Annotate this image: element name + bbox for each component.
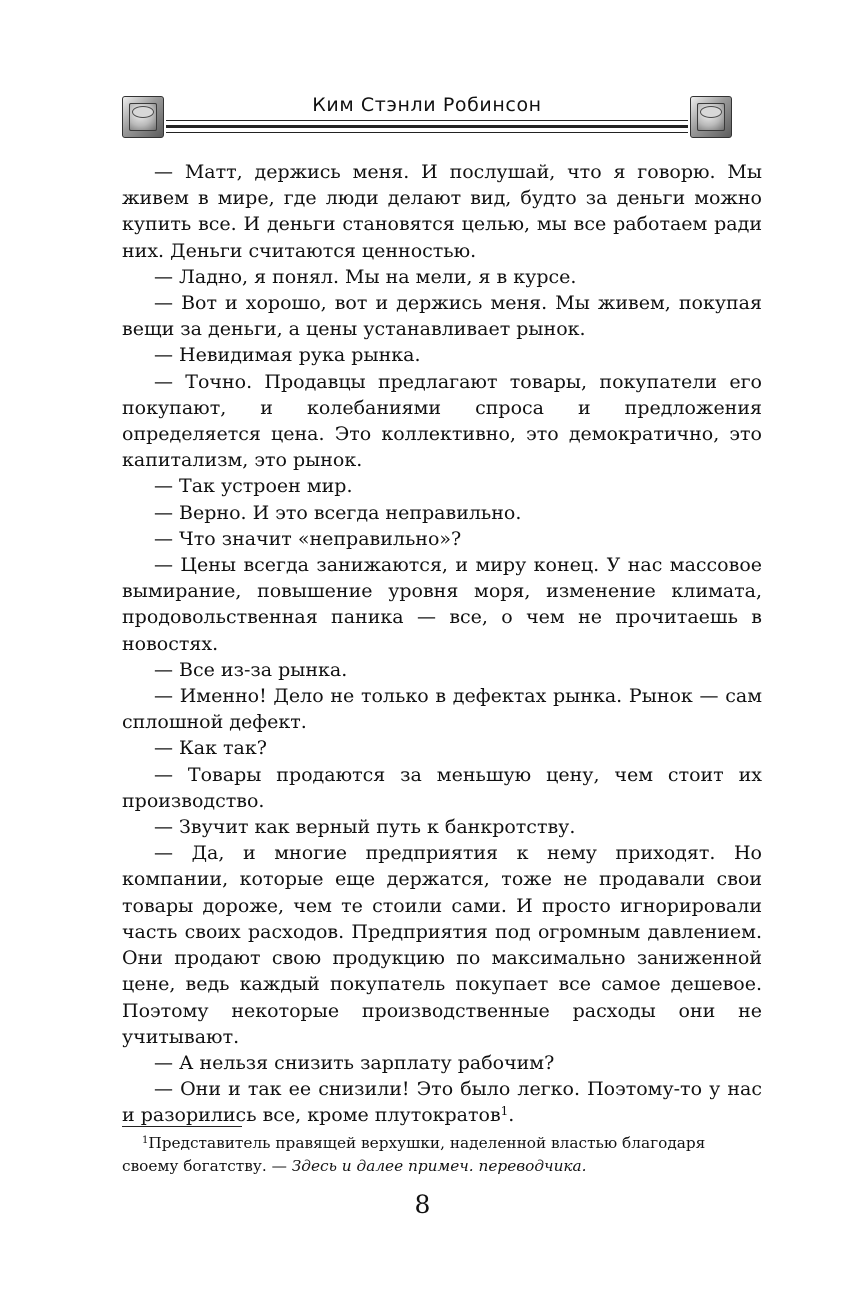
footnote <box>122 1132 762 1178</box>
paragraph: — Что значит «неправильно»? <box>154 527 462 550</box>
paragraph-end: . <box>508 1104 515 1127</box>
paragraph: — Верно. И это всегда неправильно. <box>154 501 522 524</box>
paragraph: — Все из-за рынка. <box>154 658 348 681</box>
header-rule <box>166 132 688 133</box>
page-number: 8 <box>414 1190 431 1219</box>
paragraph: — Ладно, я понял. Мы на мели, я в курсе. <box>154 265 577 288</box>
paragraph: — Цены всегда занижаются, и миру конец. У нас массовое вымирание, повышение уровня моря, изменение климата, продовольственная паника — все, о чем не прочитаешь в новостях. <box>122 554 762 655</box>
paragraph: — Именно! Дело не только в дефектах рынка. Рынок — сам сплошной дефект. <box>122 685 762 734</box>
paragraph: — Вот и хорошо, вот и держись меня. Мы живем, покупая вещи за деньги, а цены устанавливает рынок. <box>122 292 762 341</box>
header-rule <box>166 120 688 121</box>
paragraph: — А нельзя снизить зарплату рабочим? <box>154 1051 555 1074</box>
footnote-divider <box>122 1126 242 1127</box>
paragraph: — Товары продаются за меньшую цену, чем стоит их производство. <box>122 763 762 812</box>
paragraph-text: — Они и так ее снизили! Это было легко. Поэтому-то у нас и разорились все, кроме плутократов <box>122 1078 762 1127</box>
footnote-marker: 1 <box>142 1135 149 1146</box>
paragraph: — Невидимая рука рынка. <box>154 344 421 367</box>
emblem-right-icon <box>690 96 732 138</box>
paragraph: — Матт, держись меня. И послушай, что я говорю. Мы живем в мире, где люди делают вид, будто за деньги можно купить все. И деньги становятся целью, мы все работаем ради них. Деньги считаются ценностью. <box>122 161 762 262</box>
header-rule <box>166 125 688 128</box>
paragraph: — Так устроен мир. <box>154 475 353 498</box>
paragraph: — Точно. Продавцы предлагают товары, покупатели его покупают, и колебаниями спроса и предложения определяется цена. Это коллективно, это демократично, это капитализм, это рынок. <box>122 370 762 472</box>
paragraph: — Звучит как верный путь к банкротству. <box>154 816 576 839</box>
footnote-reference[interactable]: 1 <box>500 1104 509 1119</box>
paragraph: — Как так? <box>154 737 267 760</box>
footnote-italic: Здесь и далее примеч. переводчика. <box>291 1157 587 1175</box>
body-text <box>122 159 762 1129</box>
paragraph: — Да, и многие предприятия к нему приходят. Но компании, которые еще держатся, тоже не продавали свои товары дороже, чем те стоили сами. И просто игнорировали часть своих расходов. Предприятия под огромным давлением. Они продают свою продукцию по максимально заниженной цене, ведь каждый покупатель покупает все самое дешевое. Поэтому некоторые производственные расходы они не учитывают. <box>122 842 762 1048</box>
paragraph-last <box>122 1076 762 1128</box>
running-header <box>122 93 732 145</box>
author-name: Ким Стэнли Робинсон <box>312 94 542 116</box>
footnote-text: Представитель правящей верхушки, наделенной властью благодаря своему богатству. — <box>122 1134 706 1175</box>
